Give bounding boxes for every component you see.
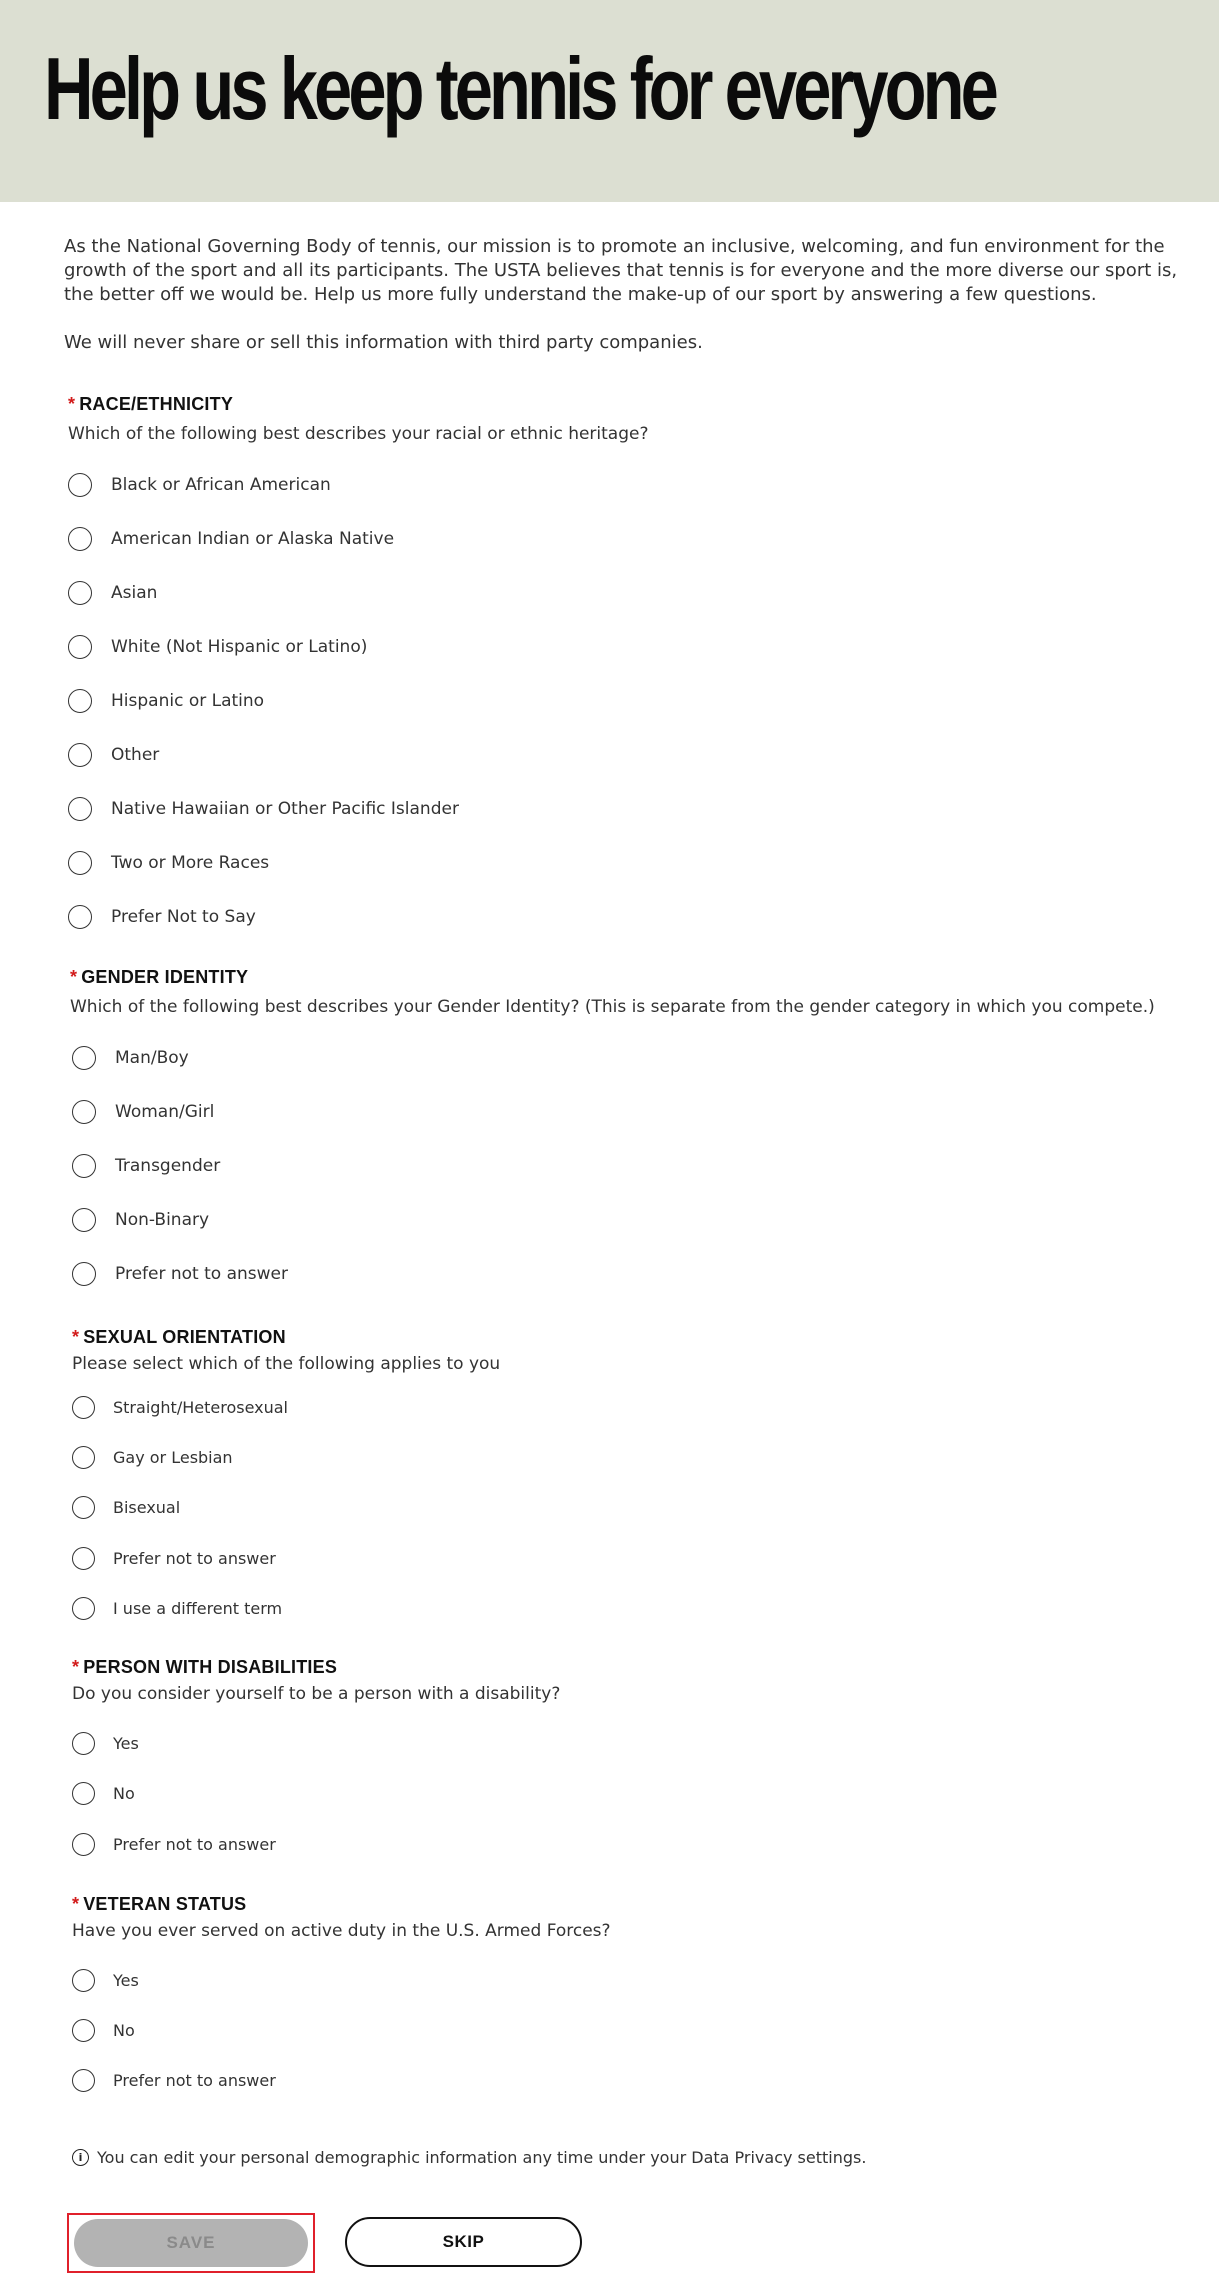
race-option-white[interactable]: White (Not Hispanic or Latino): [68, 632, 367, 662]
radio-button[interactable]: [72, 1262, 96, 1286]
radio-button[interactable]: [68, 797, 92, 821]
radio-button[interactable]: [72, 1100, 96, 1124]
required-marker: *: [72, 1327, 80, 1347]
veteran-option-prefer-not[interactable]: Prefer not to answer: [72, 2065, 276, 2095]
gender-section: [70, 965, 1155, 1019]
disability-title: * PERSON WITH DISABILITIES: [72, 1657, 338, 1677]
gender-option-prefer-not[interactable]: Prefer not to answer: [72, 1259, 288, 1289]
save-button-highlight: [67, 2213, 315, 2273]
radio-button[interactable]: [68, 473, 92, 497]
intro-text: [64, 235, 1184, 307]
radio-button[interactable]: [68, 851, 92, 875]
radio-button[interactable]: [72, 1446, 95, 1469]
gender-option-woman[interactable]: Woman/Girl: [72, 1097, 214, 1127]
gender-title: * GENDER IDENTITY: [70, 967, 249, 987]
gender-question: Which of the following best describes your Gender Identity? (This is separate from the gender category in which you compete.): [70, 997, 1155, 1017]
radio-button[interactable]: [72, 1732, 95, 1755]
disability-option-yes[interactable]: Yes: [72, 1728, 139, 1758]
radio-button[interactable]: [72, 2019, 95, 2042]
veteran-section: [72, 1892, 611, 1943]
radio-button[interactable]: [72, 1154, 96, 1178]
radio-button[interactable]: [68, 689, 92, 713]
orientation-option-gay-lesbian[interactable]: Gay or Lesbian: [72, 1442, 233, 1472]
radio-button[interactable]: [68, 581, 92, 605]
required-marker: *: [72, 1657, 80, 1677]
gender-option-man[interactable]: Man/Boy: [72, 1043, 189, 1073]
required-marker: *: [70, 967, 78, 987]
gender-option-non-binary[interactable]: Non-Binary: [72, 1205, 209, 1235]
privacy-note-block: [64, 331, 1184, 355]
gender-option-transgender[interactable]: Transgender: [72, 1151, 220, 1181]
data-privacy-info: [72, 2148, 866, 2167]
orientation-section: [72, 1325, 500, 1376]
radio-button[interactable]: [72, 1046, 96, 1070]
save-button[interactable]: SAVE: [74, 2219, 308, 2267]
radio-button[interactable]: [72, 1396, 95, 1419]
radio-button[interactable]: [68, 905, 92, 929]
privacy-note: We will never share or sell this information with third party companies.: [64, 332, 703, 353]
race-title: * RACE/ETHNICITY: [68, 394, 234, 414]
veteran-title: * VETERAN STATUS: [72, 1894, 247, 1914]
radio-button[interactable]: [72, 2069, 95, 2092]
page-title: Help us keep tennis for everyone: [44, 39, 995, 138]
orientation-option-prefer-not[interactable]: Prefer not to answer: [72, 1543, 276, 1573]
race-option-asian[interactable]: Asian: [68, 578, 157, 608]
orientation-option-different-term[interactable]: I use a different term: [72, 1593, 282, 1623]
skip-button[interactable]: SKIP: [345, 2217, 582, 2267]
radio-button[interactable]: [72, 1208, 96, 1232]
race-option-prefer-not[interactable]: Prefer Not to Say: [68, 902, 256, 932]
radio-button[interactable]: [72, 1547, 95, 1570]
disability-question: Do you consider yourself to be a person with a disability?: [72, 1684, 561, 1704]
radio-button[interactable]: [72, 1496, 95, 1519]
disability-option-no[interactable]: No: [72, 1778, 135, 1808]
disability-section: [72, 1655, 560, 1706]
radio-button[interactable]: [72, 1969, 95, 1992]
intro-paragraph: As the National Governing Body of tennis, our mission is to promote an inclusive, welcoming, and fun environment for the growth of the sport and all its participants. The USTA believes that tennis is for everyone and the more diverse our sport is, the better off we would be. Help us more fully understand the make-up of our sport by answering a few questions.: [64, 236, 1178, 305]
radio-button[interactable]: [72, 1833, 95, 1856]
veteran-option-yes[interactable]: Yes: [72, 1965, 139, 1995]
hero-banner: [0, 0, 1219, 202]
radio-button[interactable]: [72, 1782, 95, 1805]
race-section: [68, 392, 649, 446]
radio-button[interactable]: [68, 635, 92, 659]
race-option-native-hawaiian[interactable]: Native Hawaiian or Other Pacific Islander: [68, 794, 459, 824]
required-marker: *: [72, 1894, 80, 1914]
veteran-option-no[interactable]: No: [72, 2015, 135, 2045]
orientation-option-straight[interactable]: Straight/Heterosexual: [72, 1392, 288, 1422]
orientation-title: * SEXUAL ORIENTATION: [72, 1327, 286, 1347]
race-option-other[interactable]: Other: [68, 740, 159, 770]
race-option-american-indian[interactable]: American Indian or Alaska Native: [68, 524, 394, 554]
race-option-black[interactable]: Black or African American: [68, 470, 331, 500]
required-marker: *: [68, 394, 76, 414]
radio-button[interactable]: [72, 1597, 95, 1620]
radio-button[interactable]: [68, 527, 92, 551]
race-question: Which of the following best describes your racial or ethnic heritage?: [68, 424, 649, 444]
race-option-two-or-more[interactable]: Two or More Races: [68, 848, 269, 878]
disability-option-prefer-not[interactable]: Prefer not to answer: [72, 1829, 276, 1859]
radio-button[interactable]: [68, 743, 92, 767]
orientation-question: Please select which of the following applies to you: [72, 1354, 501, 1374]
veteran-question: Have you ever served on active duty in the U.S. Armed Forces?: [72, 1921, 611, 1941]
info-text: You can edit your personal demographic information any time under your Data Privacy settings.: [97, 2148, 867, 2167]
race-option-hispanic[interactable]: Hispanic or Latino: [68, 686, 264, 716]
info-icon: i: [72, 2149, 89, 2166]
orientation-option-bisexual[interactable]: Bisexual: [72, 1492, 180, 1522]
